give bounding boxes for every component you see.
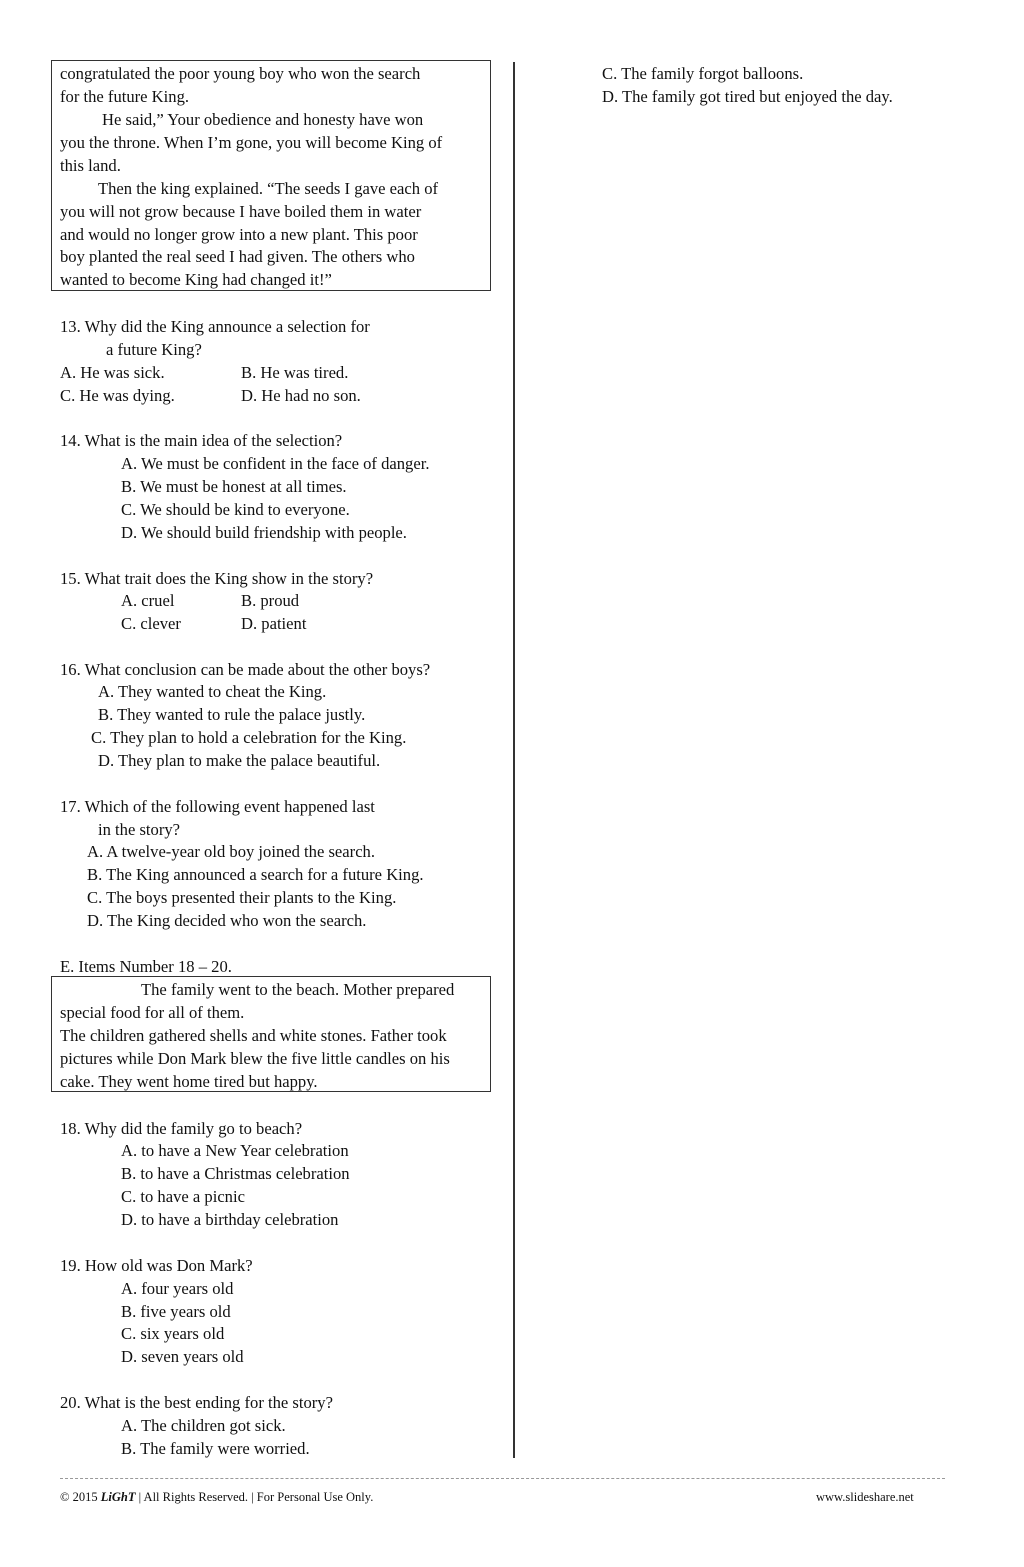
- question-13-stem: 13. Why did the King announce a selection for: [60, 317, 370, 336]
- question-18-stem: 18. Why did the family go to beach?: [60, 1119, 303, 1138]
- question-17-option-d: D. The King decided who won the search.: [87, 911, 367, 930]
- question-13-stem: a future King?: [106, 340, 202, 359]
- passage-line: boy planted the real seed I had given. The others who: [60, 247, 415, 266]
- question-20-option-c: C. The family forgot balloons.: [602, 64, 804, 83]
- question-17-option-b: B. The King announced a search for a future King.: [87, 865, 424, 884]
- passage-line: this land.: [60, 156, 121, 175]
- passage-line: wanted to become King had changed it!”: [60, 270, 332, 289]
- question-15-option-b: B. proud: [241, 591, 300, 610]
- passage-line: cake. They went home tired but happy.: [60, 1072, 318, 1091]
- passage-line: He said,” Your obedience and honesty have won: [102, 110, 424, 129]
- question-13-option-a: A. He was sick.: [60, 363, 165, 382]
- question-17-option-a: A. A twelve-year old boy joined the search.: [87, 842, 375, 861]
- question-20-option-b: B. The family were worried.: [121, 1439, 310, 1458]
- question-20-stem: 20. What is the best ending for the story?: [60, 1393, 333, 1412]
- question-19-option-c: C. six years old: [121, 1324, 225, 1343]
- question-16-option-a: A. They wanted to cheat the King.: [98, 682, 327, 701]
- question-16-stem: 16. What conclusion can be made about the other boys?: [60, 660, 431, 679]
- question-17-stem: 17. Which of the following event happened last: [60, 797, 375, 816]
- footer-rule: [60, 1478, 945, 1479]
- question-14-option-a: A. We must be confident in the face of danger.: [121, 454, 430, 473]
- copyright: © 2015: [60, 1490, 98, 1504]
- question-19-option-b: B. five years old: [121, 1302, 231, 1321]
- question-18-option-b: B. to have a Christmas celebration: [121, 1164, 350, 1183]
- question-20-option-a: A. The children got sick.: [121, 1416, 286, 1435]
- passage-line: Then the king explained. “The seeds I gave each of: [98, 179, 439, 198]
- question-17-stem: in the story?: [98, 820, 181, 839]
- question-16-option-c: C. They plan to hold a celebration for the King.: [91, 728, 407, 747]
- passage-line: and would no longer grow into a new plant. This poor: [60, 225, 418, 244]
- question-14-stem: 14. What is the main idea of the selection?: [60, 431, 343, 450]
- passage-line: you the throne. When I’m gone, you will become King of: [60, 133, 443, 152]
- passage-line: The children gathered shells and white stones. Father took: [60, 1026, 447, 1045]
- question-13-option-c: C. He was dying.: [60, 386, 175, 405]
- question-19-option-d: D. seven years old: [121, 1347, 244, 1366]
- rights-notice: | All Rights Reserved. | For Personal Use Only.: [138, 1490, 374, 1504]
- passage-line: The family went to the beach. Mother prepared: [141, 980, 455, 999]
- section-heading: E. Items Number 18 – 20.: [60, 957, 232, 976]
- question-15-option-d: D. patient: [241, 614, 307, 633]
- brand-name: LiGhT: [100, 1490, 136, 1504]
- question-16-option-d: D. They plan to make the palace beautiful.: [98, 751, 381, 770]
- question-18-option-c: C. to have a picnic: [121, 1187, 245, 1206]
- question-19-stem: 19. How old was Don Mark?: [60, 1256, 253, 1275]
- question-16-option-b: B. They wanted to rule the palace justly.: [98, 705, 366, 724]
- passage-line: special food for all of them.: [60, 1003, 245, 1022]
- question-20-option-d: D. The family got tired but enjoyed the day.: [602, 87, 893, 106]
- question-15-option-a: A. cruel: [121, 591, 175, 610]
- question-18-option-d: D. to have a birthday celebration: [121, 1210, 339, 1229]
- question-13-option-b: B. He was tired.: [241, 363, 349, 382]
- question-14-option-c: C. We should be kind to everyone.: [121, 500, 350, 519]
- passage-line: for the future King.: [60, 87, 190, 106]
- question-15-stem: 15. What trait does the King show in the story?: [60, 569, 374, 588]
- passage-line: congratulated the poor young boy who won the search: [60, 64, 421, 83]
- column-divider: [513, 62, 515, 1458]
- question-13-option-d: D. He had no son.: [241, 386, 361, 405]
- question-14-option-b: B. We must be honest at all times.: [121, 477, 347, 496]
- passage-line: pictures while Don Mark blew the five little candles on his: [60, 1049, 450, 1068]
- question-15-option-c: C. clever: [121, 614, 181, 633]
- passage-line: you will not grow because I have boiled them in water: [60, 202, 422, 221]
- question-14-option-d: D. We should build friendship with people.: [121, 523, 407, 542]
- question-18-option-a: A. to have a New Year celebration: [121, 1141, 349, 1160]
- question-19-option-a: A. four years old: [121, 1279, 234, 1298]
- footer-left: [60, 1488, 373, 1506]
- footer-site: www.slideshare.net: [816, 1490, 914, 1504]
- question-17-option-c: C. The boys presented their plants to the King.: [87, 888, 397, 907]
